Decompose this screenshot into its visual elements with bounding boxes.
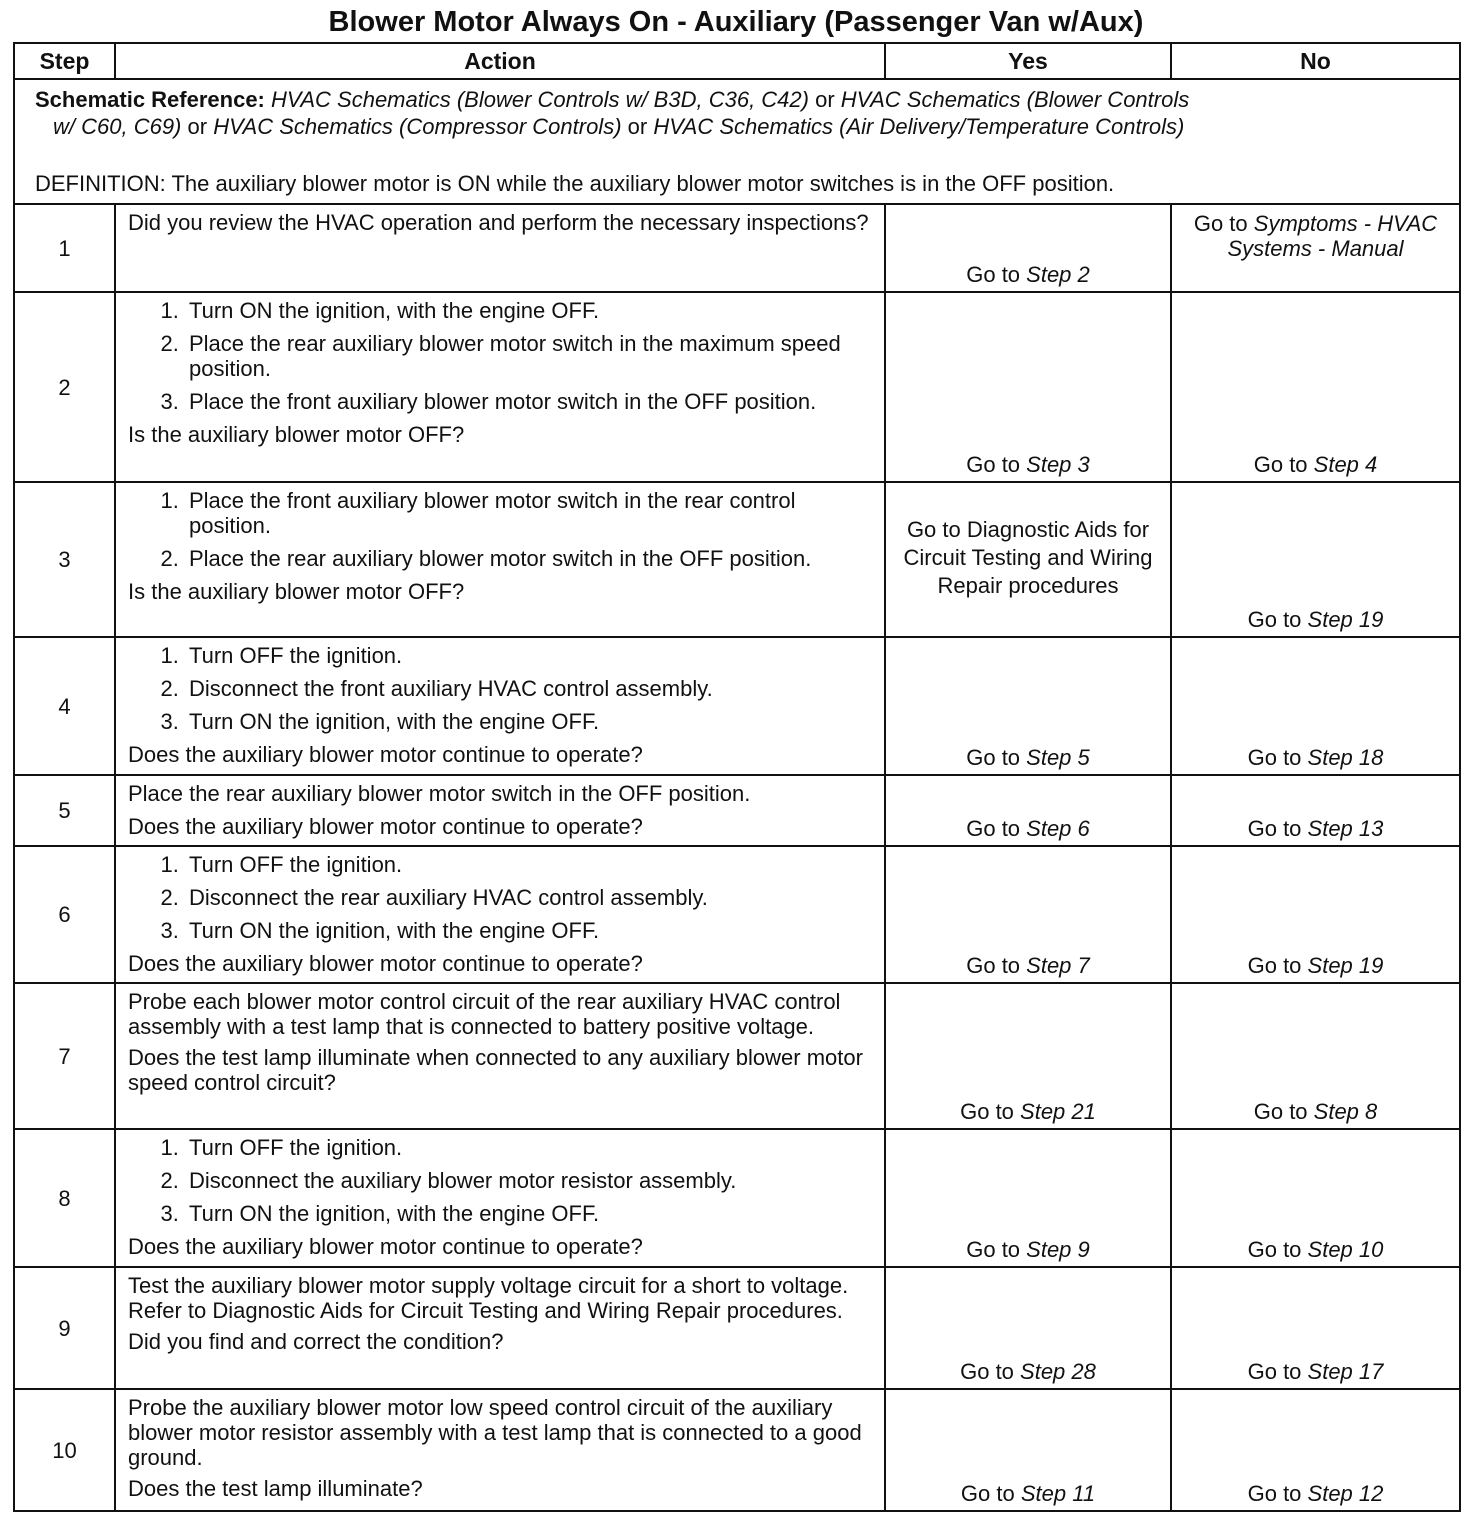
schematic-or-3: or bbox=[621, 114, 654, 139]
no-prefix: Go to bbox=[1247, 607, 1308, 632]
schematic-link-1[interactable]: HVAC Schematics (Blower Controls w/ B3D, C36, C42) bbox=[271, 87, 809, 112]
no-cell bbox=[1171, 846, 1460, 983]
no-link[interactable]: Step 19 bbox=[1307, 953, 1384, 978]
action-item: 3. Place the front auxiliary blower motor switch in the OFF position. bbox=[185, 389, 874, 414]
table-row bbox=[14, 204, 1460, 292]
yes-cell bbox=[885, 1129, 1171, 1267]
step-number: 1 bbox=[14, 204, 115, 292]
header-yes: Yes bbox=[885, 43, 1171, 79]
step-action bbox=[115, 292, 885, 482]
no-prefix: Go to bbox=[1247, 1481, 1308, 1506]
step-number: 7 bbox=[14, 983, 115, 1129]
table-row bbox=[14, 637, 1460, 775]
step-action bbox=[115, 204, 885, 292]
table-row bbox=[14, 775, 1460, 846]
action-question: Does the auxiliary blower motor continue to operate? bbox=[128, 742, 643, 767]
table-row bbox=[14, 1129, 1460, 1267]
schematic-row bbox=[14, 79, 1460, 204]
schematic-link-4[interactable]: HVAC Schematics (Air Delivery/Temperature Controls) bbox=[653, 114, 1185, 139]
table-row bbox=[14, 292, 1460, 482]
step-action bbox=[115, 846, 885, 983]
no-link[interactable]: Step 17 bbox=[1307, 1359, 1384, 1384]
diagnostic-table bbox=[13, 42, 1461, 1512]
header-step: Step bbox=[14, 43, 115, 79]
yes-cell bbox=[885, 204, 1171, 292]
yes-cell bbox=[885, 292, 1171, 482]
yes-link[interactable]: Step 2 bbox=[1026, 262, 1090, 287]
yes-prefix: Go to bbox=[966, 262, 1027, 287]
action-question: Is the auxiliary blower motor OFF? bbox=[128, 579, 465, 604]
action-list bbox=[128, 1135, 874, 1226]
step-number: 2 bbox=[14, 292, 115, 482]
action-question: Does the auxiliary blower motor continue to operate? bbox=[128, 814, 643, 839]
action-question: Is the auxiliary blower motor OFF? bbox=[128, 422, 465, 447]
action-list bbox=[128, 852, 874, 943]
yes-link[interactable]: Step 28 bbox=[1020, 1359, 1096, 1384]
no-prefix: Go to bbox=[1253, 452, 1314, 477]
no-prefix: Go to bbox=[1247, 953, 1308, 978]
step-action bbox=[115, 637, 885, 775]
no-prefix: Go to bbox=[1253, 1099, 1314, 1124]
action-text: Place the rear auxiliary blower motor switch in the OFF position. bbox=[128, 781, 751, 806]
table-row bbox=[14, 983, 1460, 1129]
step-number: 8 bbox=[14, 1129, 115, 1267]
action-item: 3. Turn ON the ignition, with the engine OFF. bbox=[185, 918, 874, 943]
no-cell bbox=[1171, 1267, 1460, 1389]
no-prefix: Go to bbox=[1247, 745, 1308, 770]
step-action bbox=[115, 1129, 885, 1267]
no-prefix: Go to bbox=[1247, 1237, 1308, 1262]
yes-prefix: Go to bbox=[960, 1359, 1021, 1384]
yes-prefix: Go to bbox=[960, 1481, 1021, 1506]
table-row bbox=[14, 1267, 1460, 1389]
action-item: 2. Place the rear auxiliary blower motor switch in the maximum speed position. bbox=[185, 331, 874, 381]
action-item: 1. Turn OFF the ignition. bbox=[185, 1135, 874, 1160]
step-number: 5 bbox=[14, 775, 115, 846]
table-row bbox=[14, 1389, 1460, 1511]
yes-prefix: Go to bbox=[960, 1099, 1021, 1124]
no-cell bbox=[1171, 204, 1460, 292]
definition-text: DEFINITION: The auxiliary blower motor is ON while the auxiliary blower motor switches is in the OFF position. bbox=[35, 171, 1115, 196]
action-list bbox=[128, 488, 874, 571]
no-link[interactable]: Step 13 bbox=[1307, 816, 1384, 841]
schematic-line-2 bbox=[35, 113, 1445, 140]
schematic-line-1 bbox=[35, 86, 1445, 113]
yes-link[interactable]: Step 7 bbox=[1026, 953, 1090, 978]
no-prefix: Go to bbox=[1193, 211, 1254, 236]
no-link[interactable]: Step 4 bbox=[1313, 452, 1378, 477]
yes-cell bbox=[885, 846, 1171, 983]
yes-prefix: Go to bbox=[966, 953, 1027, 978]
no-cell bbox=[1171, 482, 1460, 637]
header-no: No bbox=[1171, 43, 1460, 79]
schematic-or-1: or bbox=[808, 87, 841, 112]
no-cell bbox=[1171, 292, 1460, 482]
action-text: Probe the auxiliary blower motor low speed control circuit of the auxiliary blower motor resistor assembly with a test lamp that is connected to a good ground. bbox=[128, 1395, 862, 1470]
schematic-reference bbox=[14, 79, 1460, 204]
schematic-label: Schematic Reference: bbox=[35, 87, 265, 112]
action-item: 1. Turn OFF the ignition. bbox=[185, 852, 874, 877]
action-item: 2. Disconnect the rear auxiliary HVAC control assembly. bbox=[185, 885, 874, 910]
schematic-link-2a[interactable]: HVAC Schematics (Blower Controls bbox=[840, 87, 1190, 112]
yes-link[interactable]: Step 5 bbox=[1026, 745, 1090, 770]
action-item: 1. Place the front auxiliary blower motor switch in the rear control position. bbox=[185, 488, 874, 538]
no-link[interactable]: Symptoms - HVAC Systems - Manual bbox=[1227, 211, 1438, 261]
no-cell bbox=[1171, 983, 1460, 1129]
no-link[interactable]: Step 18 bbox=[1307, 745, 1384, 770]
step-action bbox=[115, 983, 885, 1129]
yes-cell bbox=[885, 775, 1171, 846]
step-action bbox=[115, 482, 885, 637]
action-item: 3. Turn ON the ignition, with the engine OFF. bbox=[185, 709, 874, 734]
no-link[interactable]: Step 19 bbox=[1307, 607, 1384, 632]
action-question: Did you find and correct the condition? bbox=[128, 1329, 504, 1354]
action-question: Does the test lamp illuminate? bbox=[128, 1476, 423, 1501]
step-action bbox=[115, 775, 885, 846]
step-number: 4 bbox=[14, 637, 115, 775]
step-number: 10 bbox=[14, 1389, 115, 1511]
yes-cell bbox=[885, 637, 1171, 775]
step-number: 9 bbox=[14, 1267, 115, 1389]
no-cell bbox=[1171, 775, 1460, 846]
action-text: Test the auxiliary blower motor supply voltage circuit for a short to voltage. Refer to Diagnostic Aids for Circuit Testing and Wiring Repair procedures. bbox=[128, 1273, 849, 1323]
action-list bbox=[128, 643, 874, 734]
action-text: Did you review the HVAC operation and perform the necessary inspections? bbox=[128, 210, 869, 235]
no-cell bbox=[1171, 1389, 1460, 1511]
yes-prefix: Go to bbox=[966, 452, 1027, 477]
yes-prefix: Go to bbox=[966, 745, 1027, 770]
table-row bbox=[14, 482, 1460, 637]
yes-cell bbox=[885, 1267, 1171, 1389]
action-item: 1. Turn OFF the ignition. bbox=[185, 643, 874, 668]
yes-link[interactable]: Step 11 bbox=[1020, 1481, 1096, 1506]
step-number: 6 bbox=[14, 846, 115, 983]
table-row bbox=[14, 846, 1460, 983]
no-link[interactable]: Step 12 bbox=[1307, 1481, 1384, 1506]
yes-prefix: Go to bbox=[966, 816, 1027, 841]
action-list bbox=[128, 298, 874, 414]
yes-link[interactable]: Step 3 bbox=[1026, 452, 1090, 477]
page-title: Blower Motor Always On - Auxiliary (Passenger Van w/Aux) bbox=[328, 6, 1144, 38]
yes-link[interactable]: Step 6 bbox=[1026, 816, 1090, 841]
yes-prefix: Go to bbox=[966, 1237, 1027, 1262]
yes-link[interactable]: Step 21 bbox=[1020, 1099, 1096, 1124]
action-question: Does the auxiliary blower motor continue to operate? bbox=[128, 1234, 643, 1259]
action-item: 2. Disconnect the front auxiliary HVAC control assembly. bbox=[185, 676, 874, 701]
yes-link[interactable]: Step 9 bbox=[1026, 1237, 1090, 1262]
yes-cell bbox=[885, 983, 1171, 1129]
action-item: 2. Disconnect the auxiliary blower motor resistor assembly. bbox=[185, 1168, 874, 1193]
step-number: 3 bbox=[14, 482, 115, 637]
no-cell bbox=[1171, 637, 1460, 775]
action-item: 1. Turn ON the ignition, with the engine OFF. bbox=[185, 298, 874, 323]
no-prefix: Go to bbox=[1247, 1359, 1308, 1384]
action-question: Does the auxiliary blower motor continue to operate? bbox=[128, 951, 643, 976]
no-link[interactable]: Step 10 bbox=[1307, 1237, 1384, 1262]
yes-cell bbox=[885, 1389, 1171, 1511]
action-item: 2. Place the rear auxiliary blower motor switch in the OFF position. bbox=[185, 546, 874, 571]
no-prefix: Go to bbox=[1247, 816, 1308, 841]
step-action bbox=[115, 1267, 885, 1389]
schematic-or-2: or bbox=[181, 114, 214, 139]
no-cell bbox=[1171, 1129, 1460, 1267]
header-row bbox=[14, 43, 1460, 79]
header-action: Action bbox=[115, 43, 885, 79]
yes-cell bbox=[885, 482, 1171, 637]
action-question: Does the test lamp illuminate when connected to any auxiliary blower motor speed control circuit? bbox=[128, 1045, 863, 1095]
schematic-link-3[interactable]: HVAC Schematics (Compressor Controls) bbox=[213, 114, 622, 139]
action-item: 3. Turn ON the ignition, with the engine OFF. bbox=[185, 1201, 874, 1226]
action-text: Probe each blower motor control circuit of the rear auxiliary HVAC control assembly with a test lamp that is connected to battery positive voltage. bbox=[128, 989, 841, 1039]
schematic-link-2b[interactable]: w/ C60, C69) bbox=[53, 114, 182, 139]
yes-text[interactable]: Go to Diagnostic Aids for Circuit Testing and Wiring Repair procedures bbox=[903, 516, 1153, 598]
no-link[interactable]: Step 8 bbox=[1313, 1099, 1378, 1124]
step-action bbox=[115, 1389, 885, 1511]
